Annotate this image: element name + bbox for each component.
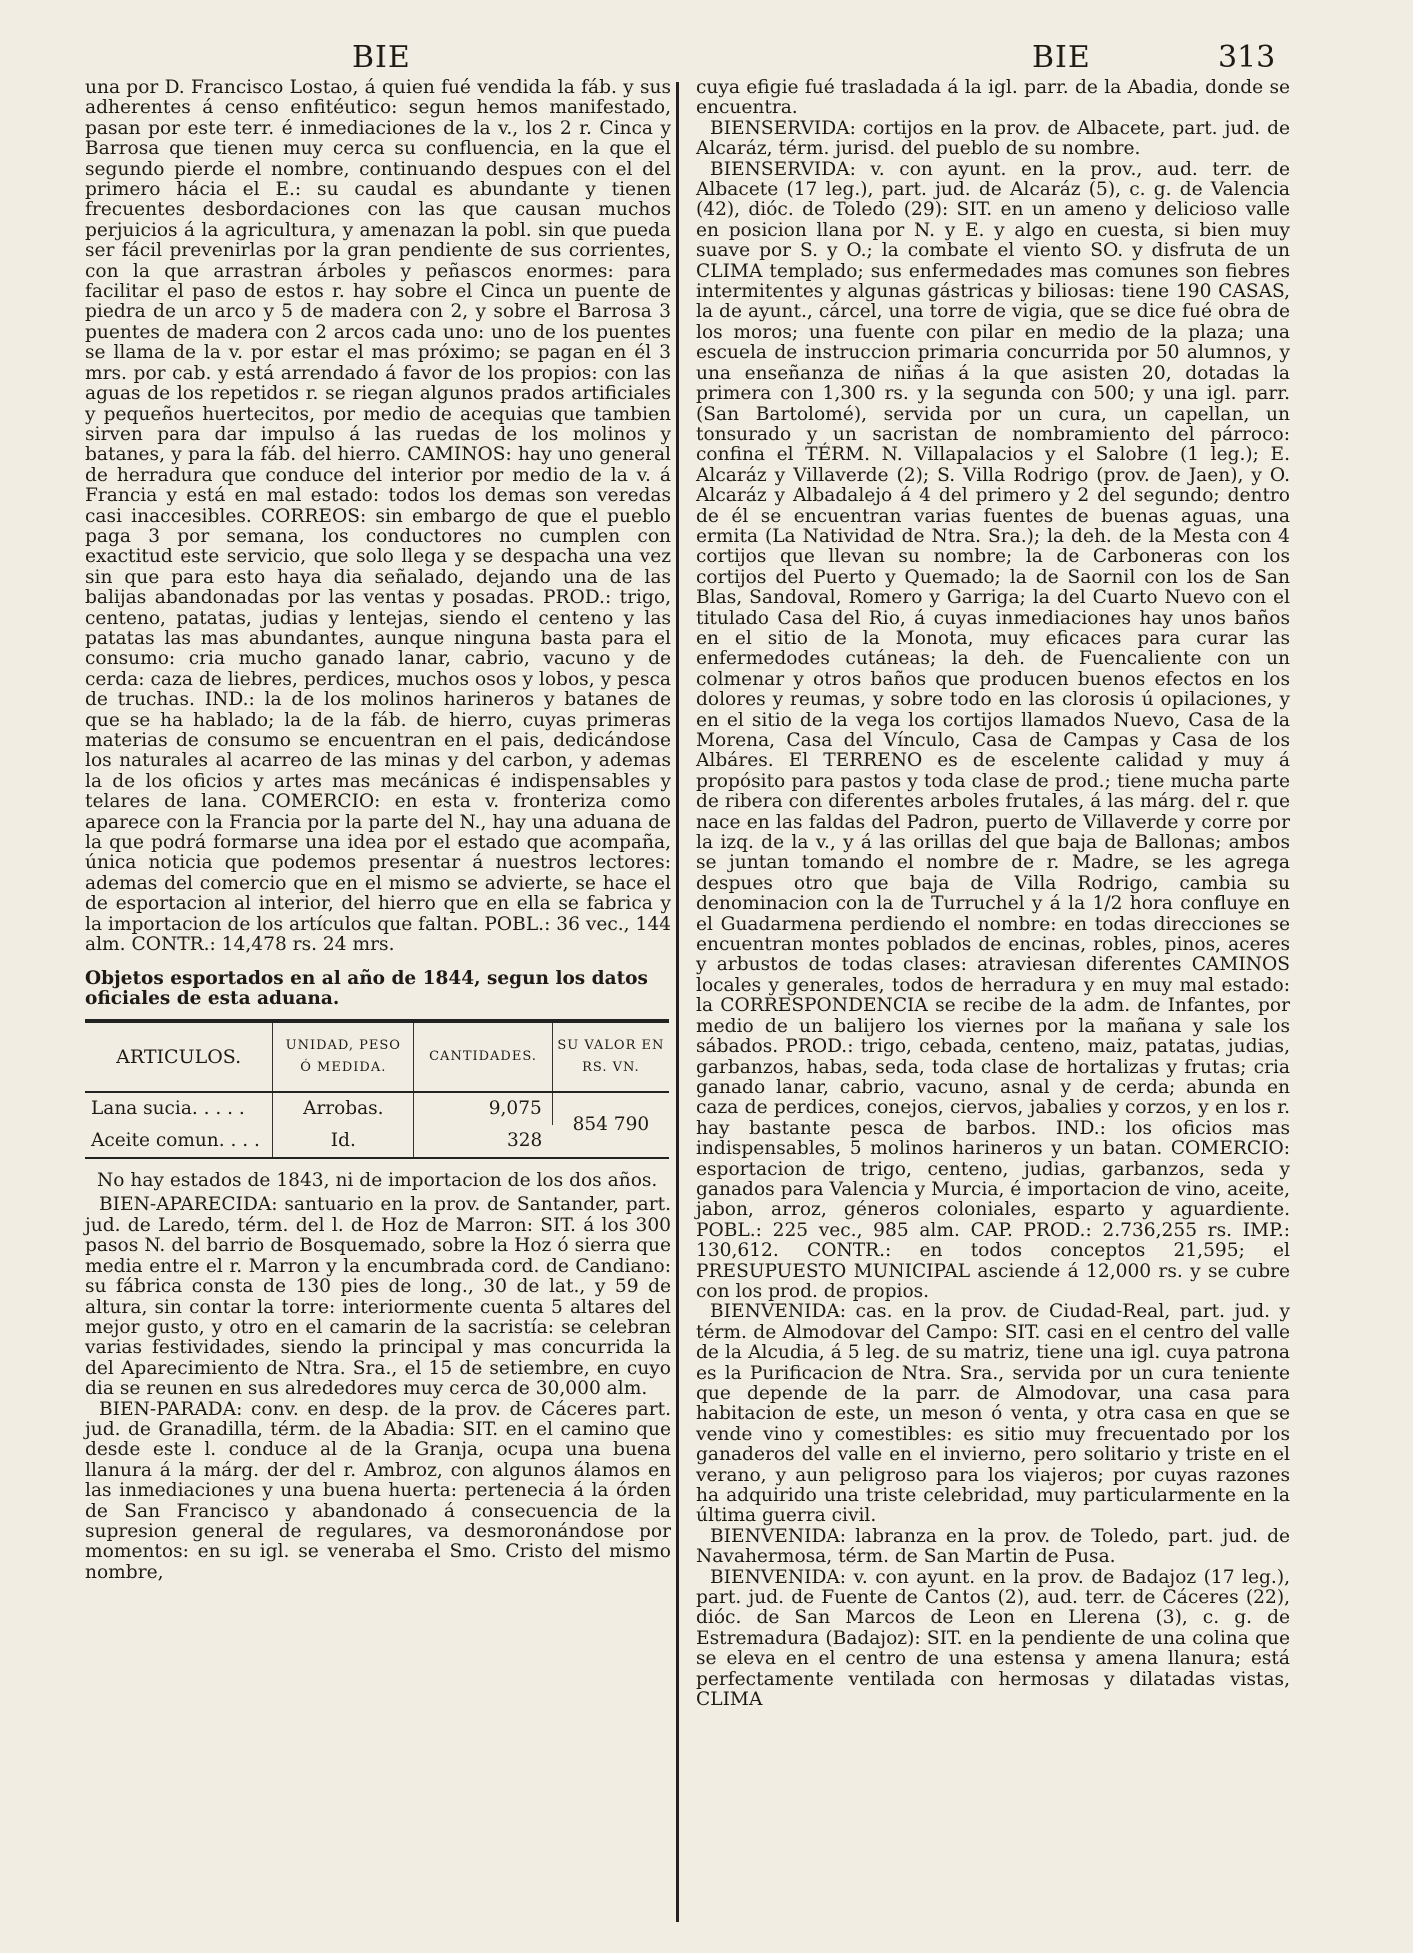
row-article: Aceite comun. . . . bbox=[85, 1125, 273, 1158]
header-articles: ARTICULOS. bbox=[85, 1021, 273, 1092]
paragraph: cuya efigie fué trasladada á la igl. parr. de la Abadia, donde se encuentra. bbox=[696, 77, 1290, 119]
entry-bienvenida-caserio: BIENVENIDA: cas. en la prov. de Ciudad-Real, part. jud. y térm. de Almodovar del Campo: SIT. casi en el centro del valle de la Alcudia, á 5 leg. de su matriz, tiene una igl. cuya patrona es la Purificacion de Ntra. Sra., servida por un cura teniente que depende de la parr. de Almodovar, una casa para habitacion de este, un meson ó venta, y otra casa en que se vende vino y comestibles: es sitio muy frecuentado por los ganaderos del valle en el invierno, pero solitario y triste en el verano, y aun peligroso para los viajeros; por cuyas razones ha adquirido una triste celebridad, muy particularmente en la última guerra civil. bbox=[696, 1301, 1290, 1527]
header-right-title: BIE bbox=[1032, 40, 1091, 75]
paragraph: una por D. Francisco Lostao, á quien fué vendida la fáb. y sus adherentes á censo enfitéutico: segun hemos manifestado, pasan por este terr. é inmediaciones de la v., los 2 r. Cinca y Barrosa que tienen muy cerca su confluencia, en la que el segundo pierde el nombre, continuando despues con el del primero hácia el E.: su caudal es abundante y tienen frecuentes desbordaciones con las que causan muchos perjuicios á la agricultura, y amenazan la pobl. sin que pueda ser fácil prevenirlas por la gran pendiente de sus corrientes, con la que arrastran árboles y peñascos enormes: para facilitar el paso de estos r. hay sobre el Cinca un puente de piedra de un arco y 5 de madera con 2, y sobre el Barrosa 3 puentes de madera con 2 arcos cada uno: uno de los puentes se llama de la v. por estar el mas próximo; se pagan en él 3 mrs. por cab. y está arrendado á favor de los propios: con las aguas de los repetidos r. se riegan algunos prados artificiales y pequeños huertecitos, por medio de acequias que tambien sirven para dar impulso á las ruedas de los molinos y batanes, y para la fáb. del hierro. CAMINOS: hay uno general de herradura que conduce del interior por medio de la v. á Francia y está en mal estado: todos los demas son veredas casi inaccesibles. CORREOS: sin embargo de que el pueblo paga 3 por semana, los conductores no cumplen con exactitud este servicio, que solo llega y se despacha una vez sin que para esto haya dia señalado, dejando una de las balijas abandonadas por las ventas y posadas. PROD.: trigo, centeno, patatas, judias y lentejas, siendo el centeno y las patatas las mas abundantes, aunque ninguna basta para el consumo: cria mucho ganado lanar, cabrio, vacuno y de cerda: caza de liebres, perdices, muchos osos y lobos, y pesca de truchas. IND.: la de los molinos harineros y batanes de que se ha hablado; la de la fáb. de hierro, cuyas primeras materias de consumo se encuentran en el pais, dedicándose los naturales al acarreo de las minas y del carbon, y ademas la de los oficios y artes mas mecánicas é indispensables y telares de lana. COMERCIO: en esta v. fronteriza como aparece con la Francia por la parte del N., hay una aduana de la que podrá formarse una idea por el estado que acompaña, única noticia que podemos presentar á nuestros lectores: ademas del comercio que en el mismo se advierte, se hace el de esportacion al interior, del hierro que en ella se fabrica y la importacion de los artículos que faltan. POBL.: 36 vec., 144 alm. CONTR.: 14,478 rs. 24 mrs. bbox=[85, 77, 671, 956]
table-row bbox=[85, 1092, 669, 1125]
entry-bienvenida-villa: BIENVENIDA: v. con ayunt. en la prov. de Badajoz (17 leg.), part. jud. de Fuente de Cantos (2), aud. terr. de Cáceres (22), dióc. de San Marcos de Leon en Llerena (3), c. g. de Estremadura (Badajoz): SIT. en la pendiente de una colina que se eleva en el centro de una estensa y amena llanura; está perfectamente ventilada con hermosas y dilatadas vistas, CLIMA bbox=[696, 1566, 1290, 1711]
header-value: SU VALOR EN RS. VN. bbox=[552, 1021, 669, 1092]
row-unit: Arrobas. bbox=[273, 1092, 414, 1125]
page-number: 313 bbox=[1218, 40, 1276, 75]
page-header bbox=[70, 40, 1356, 76]
right-column bbox=[696, 78, 1290, 1711]
entry-bienvenida-labranza: BIENVENIDA: labranza en la prov. de Toledo, part. jud. de Navahermosa, térm. de San Martin de Pusa. bbox=[696, 1525, 1290, 1568]
entry-bienservida-cortijos: BIENSERVIDA: cortijos en la prov. de Albacete, part. jud. de Alcaráz, térm. jurisd. del pueblo de su nombre. bbox=[696, 117, 1290, 160]
total-value: 854 790 bbox=[572, 1114, 650, 1136]
row-quantity: 9,075 bbox=[414, 1092, 552, 1125]
table-header-row bbox=[85, 1021, 669, 1092]
left-column bbox=[85, 78, 671, 1583]
entry-bienservida-villa: BIENSERVIDA: v. con ayunt. en la prov., aud. terr. de Albacete (17 leg.), part. jud. de Alcaráz (5), c. g. de Valencia (42), dióc. de Toledo (29): SIT. en un ameno y delicioso valle en posicion llana por N. y E. y algo en cuesta, si bien muy suave por S. y O.; la combate el viento SO. y disfruta de un CLIMA templado; sus enfermedades mas comunes son fiebres intermitentes y algunas gástricas y biliosas: tiene 190 CASAS, la de ayunt., cárcel, una torre de vigia, que se dice fué obra de los moros; una fuente con pilar en medio de la plaza; una escuela de instruccion primaria concurrida por 50 alumnos, y una enseñanza de niñas á la que asisten 20, dotadas la primera con 1,300 rs. y la segunda con 500; y una igl. parr. (San Bartolomé), servida por un cura, un capellan, un tonsurado y un sacristan de nombramiento del párroco: confina el TÉRM. N. Villapalacios y el Salobre (1 leg.); E. Alcaráz y Villaverde (2); S. Villa Rodrigo (prov. de Jaen), y O. Alcaráz y Albadalejo á 4 del primero y 2 del segundo; dentro de él se encuentran varias fuentes de buenas aguas, una ermita (La Natividad de Ntra. Sra.); la deh. de la Mesta con 4 cortijos que llevan su nombre; la de Carboneras con los cortijos del Puerto y Quemado; la de Saornil con los de San Blas, Sandoval, Romero y Garriga; la del Cuarto Nuevo con el titulado Casa del Rio, á cuyas inmediaciones hay unos baños en el sitio de la Monota, muy eficaces para curar las enfermedodes cutáneas; la deh. de Fuencaliente con un colmenar y otros baños que producen buenos efectos en los dolores y reumas, y sobre todo en las clorosis ú opilaciones, y en el sitio de la vega los cortijos llamados Nuevo, Casa de la Morena, Casa del Vínculo, Casa de Campas y Casa de los Albáres. El TERRENO es de escelente calidad y muy á propósito para pastos y toda clase de prod.; tiene mucha parte de ribera con diferentes arboles frutales, á las márg. del r. que nace en las faldas del Padron, puerto de Villaverde y corre por la izq. de la v., y á las orillas del que baja de Ballonas; ambos se juntan tomando el nombre de r. Madre, se les agrega despues otro que baja de Villa Rodrigo, cambia su denominacion con la de Turruchel y á la 1/2 hora confluye en el Guadarmena perdiendo el nombre: en todas direcciones se encuentran montes poblados de encinas, robles, pinos, aceres y arbustos de todas clases: atraviesan diferentes CAMINOS locales y generales, todos de herradura y en muy mal estado: la CORRESPONDENCIA se recibe de la adm. de Infantes, por medio de un balijero los viernes por la mañana y sale los sábados. PROD.: trigo, cebada, centeno, maiz, patatas, judias, garbanzos, habas, seda, toda clase de hortalizas y frutas; cria ganado lanar, cabrio, vacuno, asnal y de cerda; abunda en caza de perdices, conejos, ciervos, jabalies y corzos, y en los r. hay bastante pesca de barbos. IND.: los oficios mas indispensables, 5 molinos harineros y un batan. COMERCIO: esportacion de trigo, centeno, judias, garbanzos, seda y ganados para Valencia y Murcia, é importacion de vino, aceite, jabon, arroz, géneros coloniales, esparto y aguardiente. POBL.: 225 vec., 985 alm. CAP. PROD.: 2.736,255 rs. IMP.: 130,612. CONTR.: en todos conceptos 21,595; el PRESUPUESTO MUNICIPAL asciende á 12,000 rs. y se cubre con los prod. de propios. bbox=[696, 158, 1290, 1302]
row-article: Lana sucia. . . . . bbox=[85, 1092, 273, 1125]
header-quantities: CANTIDADES. bbox=[414, 1021, 552, 1092]
header-left-title: BIE bbox=[352, 40, 411, 75]
exports-table bbox=[85, 1019, 669, 1159]
row-unit: Id. bbox=[273, 1125, 414, 1158]
row-quantity: 328 bbox=[506, 1130, 543, 1152]
table-note: No hay estados de 1843, ni de importacion de los dos años. bbox=[97, 1170, 658, 1192]
entry-bien-aparecida: BIEN-APARECIDA: santuario en la prov. de Santander, part. jud. de Laredo, térm. del l. de Hoz de Marron: SIT. á los 300 pasos N. del barrio de Bosquemado, sobre la Hoz ó sierra que media entre el r. Marron y la encumbrada cord. de Candiano: su fábrica consta de 130 pies de long., 30 de lat., y 59 de altura, sin contar la torre: interiormente cuenta 5 altares del mejor gusto, y otro en el camarin de la sacristía: se celebran varias festividades, siendo la principal y mas concurrida la del Aparecimiento de Ntra. Sra., el 15 de setiembre, en cuyo dia se reunen en sus alrededores muy cerca de 30,000 alm. bbox=[85, 1194, 671, 1400]
column-divider bbox=[676, 82, 679, 1922]
entry-bien-parada: BIEN-PARADA: conv. en desp. de la prov. de Cáceres part. jud. de Granadilla, térm. de la Abadia: SIT. en el camino que desde este l. conduce al de la Granja, ocupa una buena llanura á la márg. der del r. Ambroz, con algunos álamos en las inmediaciones y una buena huerta: pertenecia á la órden de San Francisco y abandonado á consecuencia de la supresion general de regulares, va desmoronándose por momentos: en su igl. se veneraba el Smo. Cristo del mismo nombre, bbox=[85, 1398, 671, 1583]
table-caption: Objetos esportados en al año de 1844, segun los datos oficiales de esta aduana. bbox=[85, 968, 648, 1010]
header-unit: UNIDAD, PESO Ó MEDIDA. bbox=[273, 1021, 414, 1092]
